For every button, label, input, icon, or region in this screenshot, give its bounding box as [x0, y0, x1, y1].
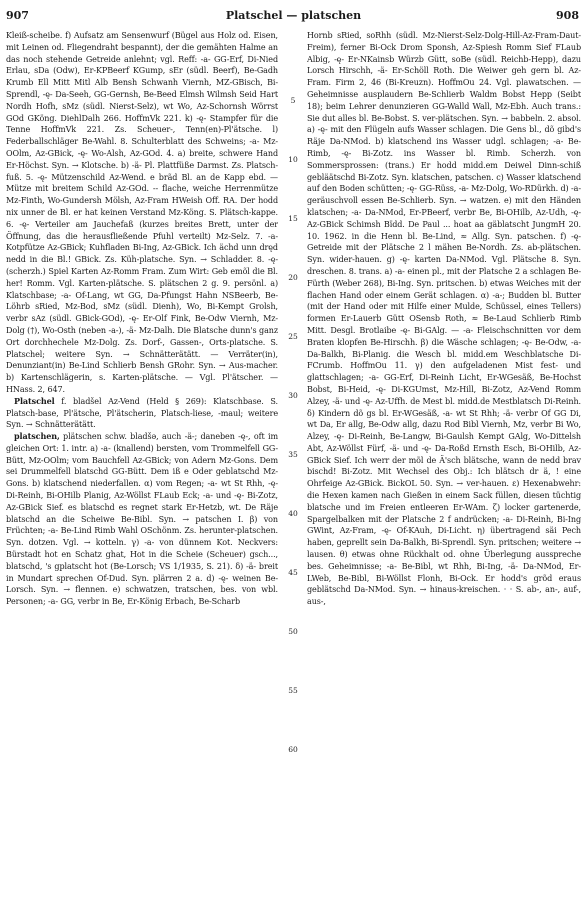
line-number: 50	[288, 627, 298, 636]
headword: platschen,	[14, 431, 60, 442]
line-number: 20	[288, 273, 298, 282]
page-header	[0, 0, 587, 26]
line-number: 30	[288, 391, 298, 400]
right-column	[307, 30, 581, 905]
entry-continuation: Kleiß-scheibe. f) Aufsatz am Sensenwurf (Bügel aus Holz od. Eisen, mit Leinen od. Fliegendraht bespannt), der die gemähten Halme an das noch stehende Getreide anlehnt; vgl. Reff: -a- GG-Erf, Di-Nied Erlau, sDa (Odw), Er-KPBeerf KGump, sEr (südl. Beerf), Be-Gadh Krumb Ell Mitt Mitl Alb Bensh Schwanh Viernh, MZ-GBisch, Bi-Sprendl, -ę- Da-Seeh, GG-Gernsh, Be-Beed Elmsh Wilmsh Seid Hart Nordh Hofh, sMz (südl. Nierst-Selz), wt Wo, Az-Schornsh Wörrst GOd GKöng. DiehlDalh 266. HoffmVk 221. k) -ę- Stampfer für die Tenne HoffmVk 221. Zs. Scheuer-, Tenn(en)-Pl'ätsche. l) Federballschläger Be-Wahl. 8. Schulterblatt des Schweins; -a- Mz-OOlm, Az-GBick, -ę- Wo-Alsh, Az-GOd. 4. a) breite, schwere Hand Er-Höchst. Syn. → Klotsche. b) -ä- Pl. Plattfüße Darmst. Zs. Platsch-fuß. 5. -ę- Mützenschild Az-Wend. e brãd Bl. an de Kapp ebd. — Mütze mit breitem Schild Az-GOd. -- flache, weiche Herrenmütze Mz-Finth, Wo-Gundersh Mölsh, Az-Fram HWeish Off. RA. Der hodd nix unner de Bl. er hat keinen Verstand Mz-Köng. S. Plätsch-kappe. 6. -ę- Verteiler am Jauchefaß (kurzes breites Brett, unter der Öffnung, das die herausfließende Pfuhl verteilt) Mz-Selz. 7. -a- Kotpfütze Az-GBick; Kuhfladen Bi-Ing, Az-GBick. Ich ächd unn dręd nedd in die Bl.! GBick. Zs. Küh-platsche. Syn. → Schladder. 8. -ę- (scherzh.) Spiel Karten Az-Romm Fram. Zum Wirt: Geb emõl die Bl. her! Romm. Vgl. Karten-plätsche. S. plätschen 2 g. 9. persönl. a) Klatschbase; -a- Of-Lang, wt GG, Da-Pfungst Hahn NSBeerb, Be-Löhrb sRied, Mz-Bod, sMz (südl. Dienh), Wo, Bi-Kempt Grolsh, verbr sAz (südl. GBick-GOd), -ę- Er-Olf Fink, Be-Odw Viernh, Mz-Dolg (†), Wo-Osth (neben -a-), -ä- Mz-Dalh. Die Blatsche dunn's ganz Ort dorchhechele Mz-Dolg. Zs. Dorf-, Gassen-, Orts-platsche. S. Platschel; weitere Syn. → Schnätterätätt. — Verräter(in), Denunziant(in) Be-Lind Schlierb Bensh GRohr. Syn. → Aus-macher. b) Kartenschlägerin, s. Karten-plätsche. — Vgl. Pl'ätscher. — HNass. 2, 647.	[6, 31, 278, 394]
line-number: 10	[288, 155, 298, 164]
line-number: 55	[288, 686, 298, 695]
entry-text: f. bladšel Az-Vend (Held § 269): Klatschbase. S. Platsch-base, Pl'ätsche, Pl'ätscherin, Platsch-liese, -maul; weitere Syn. → Schnätterätätt.	[6, 396, 278, 430]
line-number: 5	[290, 96, 296, 105]
entry-platschel	[6, 396, 278, 431]
line-number: 40	[288, 509, 298, 518]
line-number: 60	[288, 745, 298, 754]
left-column	[6, 30, 278, 905]
page-number-left: 907	[6, 9, 29, 22]
running-title: Platschel — platschen	[225, 9, 362, 22]
line-number: 35	[288, 450, 298, 459]
line-number: 15	[288, 214, 298, 223]
headword: Platschel	[14, 395, 55, 406]
line-number-gutter	[281, 30, 305, 905]
page-number-right: 908	[556, 9, 579, 22]
entry-text: plätschen schw. bladšə, auch -ä-; daneben -ę-, oft im gleichen Ort: 1. intr. a) -a- (knallend) bersten, vom Trommelfell GG-Bütt, Mz-OOlm; vom Bauchfell Az-GBick; von Adern Mz-Gons. Dem sei Drummelfell blatschd GG-Bütt. Dem iß e Oder geblatschd Mz-Gons. b) klatschend niederfallen. α) vom Regen; -a- wt St Rhh, -ę- Di-Reinh, Bi-OHilb Planig, Az-Wöllst FLaub Eck; -a- und -ę- Bi-Zotz, Az-GBick Sief. es blatschd es regnet stark Er-Hetzb, wt. De Räje blatschd an die Scheiwe Be-Bibl. Syn. → patschen I. β) von Früchten; -a- Be-Lind Rimb Wahl OSchönm. Zs. herunter-platschen. Syn. dotzen. Vgl. → kotteln. γ) -a- von dünnem Kot. Neckvers: Bürstadt hot en Schatz ghat, Hot in die Scheie (Scheuer) gsch..., blatschd, 's gplatscht hot (Be-Lorsch; VS 1/1935, S. 21). δ) -ä- breit in Mundart sprechen Of-Dud. Syn. plärren 2 a. d) -ę- weinen Be-Lorsch. Syn. → flennen. e) schwatzen, tratschen, bes. von wbl. Personen; -a- GG, verbr in Be, Er-König Erbach, Be-Scharb	[6, 432, 278, 607]
line-number: 45	[288, 568, 298, 577]
entry-continuation: Hornb sRied, soRhh (südl. Mz-Nierst-Selz-Dolg-Hill-Az-Fram-Daut-Freim), ferner Bi-Ock Drom Sponsh, Az-Spiesh Romm Sief FLaub Albig, -ę- Er-NKainsb Würzb Gütt, soBe (südl. Reichb-Hepp), dazu Lorsch Hirschh, -ä- Er-Schöll Roth. Die Weiwer geh gern bl. Az-Fram. Firm 2, 46 (Bi-Kreuzn). HoffmOu 24. Vgl. plawatschen. — Geheimnisse ausplaudern Be-Schlierb Waldm Bobst Hepp (Seibt 18); beim Lehrer denunzieren GG-Walld Wall, Mz-Ebh. Auch trans.: Sie dut alles bl. Be-Bobst. S. ver-plätschen. Syn. → babbeln. 2. absol. a) -ę- mit den Flügeln aufs Wasser schlagen. Die Gens bl., dõ gibd's Räje Da-NMod. b) klatschend ins Wasser udgl. schlagen; -a- Be-Rimb, -ę- Bi-Zotz. ins Wasser bl. Rimb. Scherzh. von Sommersprossen: (trans.) Er hodd midd.em Deiwel Dinn-schiß gebläätschd Bi-Zotz. Syn. klatschen, patschen. c) Wasser klatschend auf den Boden schütten; -ę- GG-Rüss, -a- Mz-Dolg, Wo-RDürkh. d) -a- geräuschvoll essen Be-Schlierb. Syn. → watzen. e) mit den Händen klatschen; -a- Da-NMod, Er-PBeerf, verbr Be, Bi-OHilb, Az-Udh, -ę- Az-GBick Schimsh Bïdd. De Paul ... hoat aa gäblatscht JungmH 20. 10. 1962. in die Henn bl. Be-Lind, ≈ Allg. Syn. patschen. f) -ę- Getreide mit der Plätsche 2 l mähen Be-Nordh. Zs. ab-plätschen. Syn. wider-hauen. g) -ę- karten Da-NMod. Vgl. Plätsche 8. Syn. dreschen. 8. trans. a) -a- einen pl., mit der Platsche 2 a schlagen Be-Fürth (Weber 268), Bi-Ing. Syn. pritschen. b) etwas Weiches mit der flachen Hand oder einem Gerät schlagen. α) -a-; Budden bl. Butter (mit der Hand oder mit Hilfe einer Mulde, Schüssel, eines Tellers) formen Er-Lauerb Gütt OSensb Roth, ≈ Be-Laud Schlierb Rimb Mitt. Desgl. Brotlaibe -ę- Bi-GAlg. — -a- Fleischschnitten vor dem Braten klopfen Be-Hirschh. β) die Wäsche schlagen; -ę- Be-Odw, -a- Da-Balkh, Bi-Planig. die Wesch bl. midd.em Weschblatsche Di-FCrumb. HoffmOu 11. γ) den aufgeladenen Mist fest- und glattschlagen; -a- GG-Erf, Di-Reinh Licht, Er-WGesäß, Be-Hochst Bobst, Bi-Heid, -ę- Di-KGUmst, Mz-Hill, Bi-Zotz, Az-Vend Romm Alzey, -ä- und -ę- Az-Uffh. de Mest bl. midd.de Mestblatsch Di-Reinh. δ) Kindern dõ gs bl. Er-WGesäß, -a- wt St Rhh; -ä- verbr Of GG Di, wt Da, Er allg, Be-Odw allg, dazu Rod Bibl Viernh, Mz, verbr Bi Wo, Alzey, -ę- Di-Reinh, Be-Langw, Bi-Gaulsh Kempt GAlg, Wo-Dittelsh Abt, Az-Wöllst Fürf, -ä- und -ę- Da-Roßd Ernsth Esch, Bi-OHilb, Az-GBick Sief. Ich werr der mõl de Ä'sch blätsche, wann de nedd brav bischd! Bi-Zotz. Mit Wechsel des Obj.: Ich blätsch dr ä, ! eine Ohrfeige Az-GBick. BickOL 50. Syn. → ver-hauen. ε) Hexenabwehr: die Hexen kamen nach Gießen in einem Sack füllen, diesen tüchtig blatsche und im Freien entleeren Er-WAm. ζ) locker gartenerde, Spargelbalken mit der Platsche 2 f andrücken; -a- Di-Reinh, Bi-Ing GWint, Az-Fram, -ę- Of-KAuh, Di-Licht. η) übertragend säi Pech haben, geprellt sein Da-Balkh, Bi-Sprendl. Syn. pritschen; weitere → lausen. θ) etwas ohne Rückhalt od. ohne Überlegung ausspreche bes. Geheimnisse; -a- Be-Bibl, wt Rhh, Bi-Ing, -ä- Da-NMod, Er-LWeb, Be-Bibl, Bi-Wöllst Flonh, Bi-Ock. Er hodd's grõd eraus geblätschd Da-NMod. Syn. → hinaus-kreischen. · · S. ab-, an-, auf-, aus-,	[307, 31, 581, 607]
line-number: 25	[288, 332, 298, 341]
entry-platschen	[6, 431, 278, 608]
